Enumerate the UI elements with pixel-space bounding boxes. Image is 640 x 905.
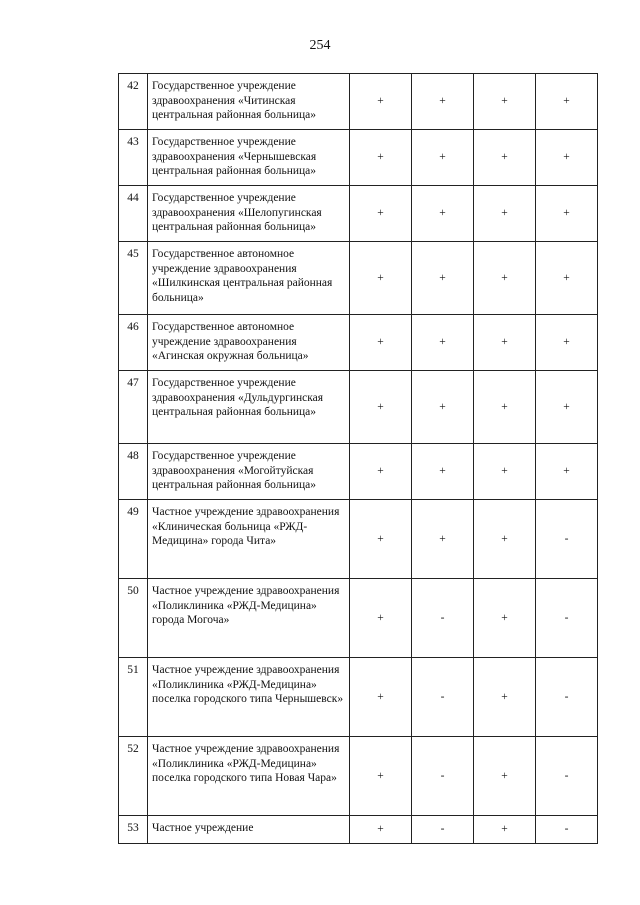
- mark-cell-1: +: [350, 186, 412, 242]
- mark-cell-4: -: [536, 737, 598, 816]
- mark-cell-3: +: [474, 737, 536, 816]
- mark-cell-3: +: [474, 658, 536, 737]
- mark-cell-4: +: [536, 315, 598, 371]
- row-number: 45: [119, 242, 148, 315]
- row-number: 49: [119, 500, 148, 579]
- mark-cell-2: +: [412, 186, 474, 242]
- row-number: 47: [119, 371, 148, 444]
- mark-cell-3: +: [474, 315, 536, 371]
- mark-cell-1: +: [350, 500, 412, 579]
- institution-name: Государственное автономное учреждение здравоохранения «Агинская окружная больница»: [148, 315, 350, 371]
- mark-cell-1: +: [350, 579, 412, 658]
- institution-name: Государственное автономное учреждение здравоохранения «Шилкинская центральная районная больница»: [148, 242, 350, 315]
- institution-name: Частное учреждение здравоохранения «Поликлиника «РЖД-Медицина» поселка городского типа Новая Чара»: [148, 737, 350, 816]
- table-row: [119, 658, 598, 737]
- mark-cell-2: -: [412, 658, 474, 737]
- mark-cell-3: +: [474, 130, 536, 186]
- mark-cell-4: -: [536, 579, 598, 658]
- mark-cell-4: +: [536, 74, 598, 130]
- mark-cell-1: +: [350, 371, 412, 444]
- row-number: 53: [119, 816, 148, 844]
- mark-cell-1: +: [350, 658, 412, 737]
- institution-name: Частное учреждение: [148, 816, 350, 844]
- mark-cell-4: -: [536, 816, 598, 844]
- row-number: 46: [119, 315, 148, 371]
- row-number: 48: [119, 444, 148, 500]
- institution-name: Частное учреждение здравоохранения «Поликлиника «РЖД-Медицина» города Могоча»: [148, 579, 350, 658]
- mark-cell-4: +: [536, 242, 598, 315]
- table-row: [119, 74, 598, 130]
- table-row: [119, 737, 598, 816]
- table-row: [119, 186, 598, 242]
- institution-name: Государственное учреждение здравоохранения «Дульдургинская центральная районная больница»: [148, 371, 350, 444]
- row-number: 42: [119, 74, 148, 130]
- institution-name: Частное учреждение здравоохранения «Поликлиника «РЖД-Медицина» поселка городского типа Чернышевск»: [148, 658, 350, 737]
- row-number: 51: [119, 658, 148, 737]
- row-number: 43: [119, 130, 148, 186]
- table-row: [119, 371, 598, 444]
- mark-cell-2: -: [412, 579, 474, 658]
- mark-cell-3: +: [474, 444, 536, 500]
- mark-cell-4: +: [536, 444, 598, 500]
- institution-name: Государственное учреждение здравоохранения «Могойтуйская центральная районная больница»: [148, 444, 350, 500]
- mark-cell-4: +: [536, 371, 598, 444]
- mark-cell-3: +: [474, 186, 536, 242]
- table-row: [119, 816, 598, 844]
- institution-name: Государственное учреждение здравоохранения «Читинская центральная районная больница»: [148, 74, 350, 130]
- mark-cell-3: +: [474, 242, 536, 315]
- mark-cell-2: +: [412, 130, 474, 186]
- mark-cell-1: +: [350, 444, 412, 500]
- mark-cell-1: +: [350, 242, 412, 315]
- mark-cell-2: +: [412, 315, 474, 371]
- mark-cell-1: +: [350, 315, 412, 371]
- mark-cell-3: +: [474, 371, 536, 444]
- mark-cell-4: +: [536, 130, 598, 186]
- mark-cell-1: +: [350, 74, 412, 130]
- table-row: [119, 242, 598, 315]
- mark-cell-2: -: [412, 737, 474, 816]
- row-number: 50: [119, 579, 148, 658]
- table-row: [119, 315, 598, 371]
- mark-cell-4: +: [536, 186, 598, 242]
- institutions-table: [118, 73, 598, 844]
- mark-cell-3: +: [474, 500, 536, 579]
- mark-cell-3: +: [474, 579, 536, 658]
- table-row: [119, 444, 598, 500]
- mark-cell-2: +: [412, 500, 474, 579]
- table-row: [119, 579, 598, 658]
- table-row: [119, 500, 598, 579]
- institution-name: Государственное учреждение здравоохранения «Чернышевская центральная районная больница»: [148, 130, 350, 186]
- mark-cell-3: +: [474, 74, 536, 130]
- mark-cell-2: +: [412, 74, 474, 130]
- row-number: 52: [119, 737, 148, 816]
- table-row: [119, 130, 598, 186]
- mark-cell-2: +: [412, 444, 474, 500]
- mark-cell-2: +: [412, 371, 474, 444]
- mark-cell-3: +: [474, 816, 536, 844]
- mark-cell-1: +: [350, 130, 412, 186]
- mark-cell-4: -: [536, 500, 598, 579]
- mark-cell-1: +: [350, 816, 412, 844]
- institution-name: Частное учреждение здравоохранения «Клиническая больница «РЖД-Медицина» города Чита»: [148, 500, 350, 579]
- mark-cell-1: +: [350, 737, 412, 816]
- mark-cell-2: -: [412, 816, 474, 844]
- institution-name: Государственное учреждение здравоохранения «Шелопугинская центральная районная больница»: [148, 186, 350, 242]
- mark-cell-4: -: [536, 658, 598, 737]
- page-number: 254: [309, 38, 331, 53]
- row-number: 44: [119, 186, 148, 242]
- mark-cell-2: +: [412, 242, 474, 315]
